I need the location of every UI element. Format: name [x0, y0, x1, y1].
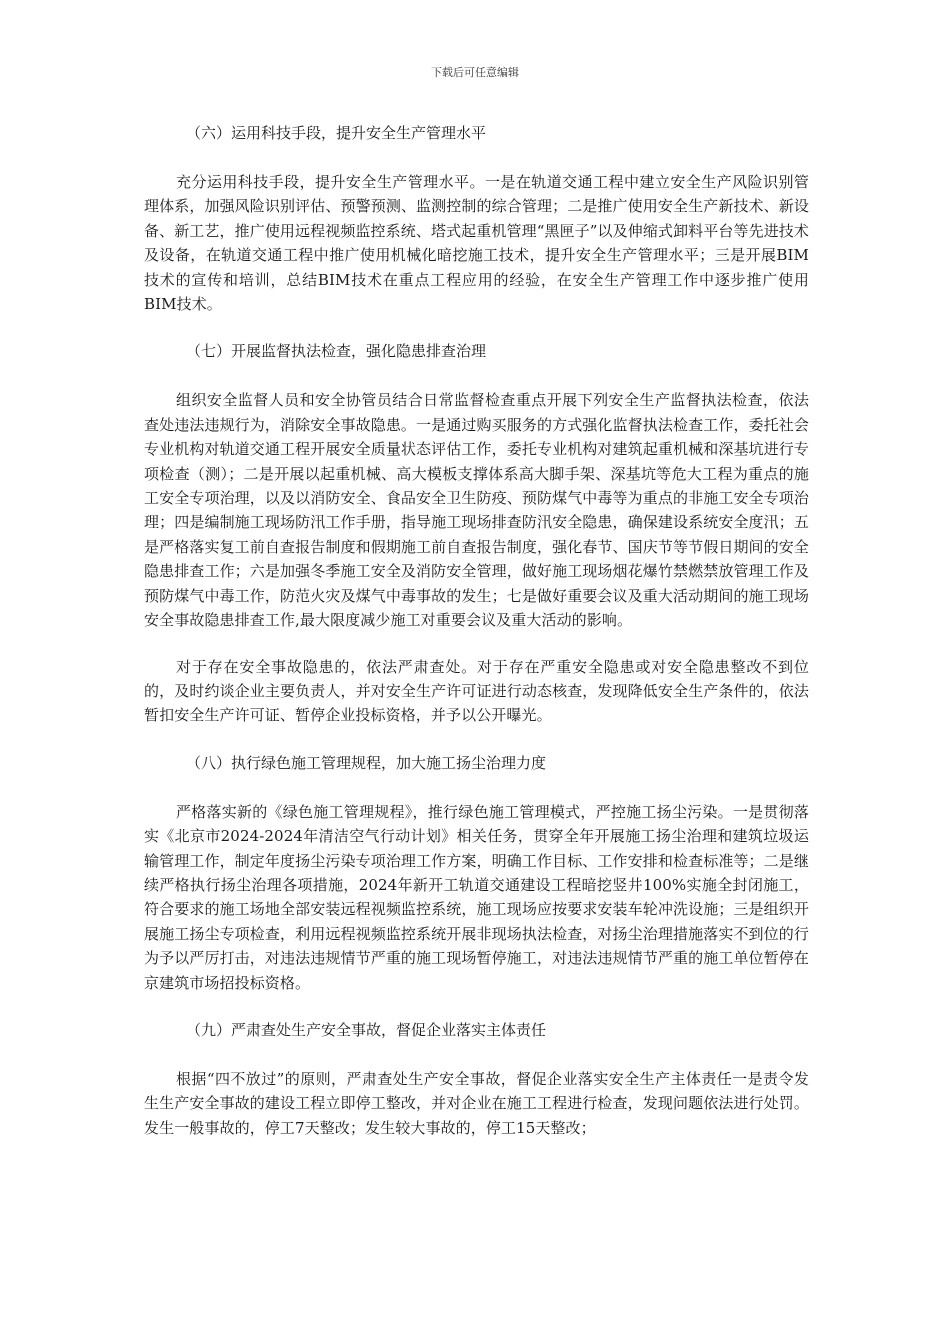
section-heading: （八）执行绿色施工管理规程，加大施工扬尘治理力度 — [186, 753, 547, 772]
section-9 — [144, 1017, 809, 1140]
section-heading: （七）开展监督执法检查，强化隐患排查治理 — [186, 342, 487, 361]
section-paragraph: 组织安全监督人员和安全协管员结合日常监督检查重点开展下列安全生产监督执法检查，依法查处违法违规行为，消除安全事故隐患。一是通过购买服务的方式强化监督执法检查工作，委托社会专业机构对轨道交通工程开展安全质量状态评估工作，委托专业机构对建筑起重机械和深基坑进行专项检查（测）；二是开展以起重机械、高大模板支撑体系高大脚手架、深基坑等危大工程为重点的施工安全专项治理，以及以消防安全、食品安全卫生防疫、预防煤气中毒等为重点的非施工安全专项治理；四是编制施工现场防汛工作手册，指导施工现场排查防汛安全隐患，确保建设系统安全度汛；五是严格落实复工前自查报告制度和假期施工前自查报告制度，强化春节、国庆节等节假日期间的安全隐患排查工作；六是加强冬季施工安全及消防安全管理，做好施工现场烟花爆竹禁燃禁放管理工作及预防煤气中毒工作，防范火灾及煤气中毒事故的发生；七是做好重要会议及重大活动期间的施工现场安全事故隐患排查工作,最大限度减少施工对重要会议及重大活动的影响。 — [144, 391, 809, 630]
section-paragraph: 对于存在安全事故隐患的，依法严肃查处。对于存在严重安全隐患或对安全隐患整改不到位的，及时约谈企业主要负责人，并对安全生产许可证进行动态核查，发现降低安全生产条件的，依法暂扣安全生产许可证、暂停企业投标资格，并予以公开曝光。 — [144, 657, 809, 725]
document-body — [144, 120, 809, 1162]
section-heading: （九）严肃查处生产安全事故，督促企业落实主体责任 — [186, 1020, 547, 1039]
section-paragraph: 根据“四不放过”的原则，严肃查处生产安全事故，督促企业落实安全生产主体责任一是责令发生生产安全事故的建设工程立即停工整改，并对企业在施工工程进行检查，发现问题依法进行处罚。发生一般事故的，停工7天整改；发生较大事故的，停工15天整改； — [144, 1069, 809, 1137]
section-8 — [144, 750, 809, 995]
section-heading: （六）运用科技手段，提升安全生产管理水平 — [186, 124, 487, 142]
section-7 — [144, 338, 809, 727]
section-6 — [144, 120, 809, 316]
page-header: 下载后可任意编辑 — [431, 66, 519, 79]
section-paragraph: 严格落实新的《绿色施工管理规程》，推行绿色施工管理模式，严控施工扬尘污染。一是贯彻落实《北京市2024-2024年清洁空气行动计划》相关任务，贯穿全年开展施工扬尘治理和建筑垃圾运输管理工作，制定年度扬尘污染专项治理工作方案，明确工作目标、工作安排和检查标准等；二是继续严格执行扬尘治理各项措施，2024年新开工轨道交通建设工程暗挖竖井100%实施全封闭施工，符合要求的施工场地全部安装远程视频监控系统，施工现场应按要求安装车轮冲洗设施；三是组织开展施工扬尘专项检查，利用远程视频监控系统开展非现场执法检查，对扬尘治理措施落实不到位的行为予以严厉打击，对违法违规情节严重的施工现场暂停施工，对违法违规情节严重的施工单位暂停在京建筑市场招投标资格。 — [144, 802, 809, 992]
section-paragraph: 充分运用科技手段，提升安全生产管理水平。一是在轨道交通工程中建立安全生产风险识别管理体系，加强风险识别评估、预警预测、监测控制的综合管理；二是推广使用安全生产新技术、新设备、新工艺，推广使用远程视频监控系统、塔式起重机管理“黑匣子”以及伸缩式卸料平台等先进技术及设备，在轨道交通工程中推广使用机械化暗挖施工技术，提升安全生产管理水平；三是开展BIM技术的宣传和培训，总结BIM技术在重点工程应用的经验，在安全生产管理工作中逐步推广使用BIM技术。 — [144, 173, 809, 314]
